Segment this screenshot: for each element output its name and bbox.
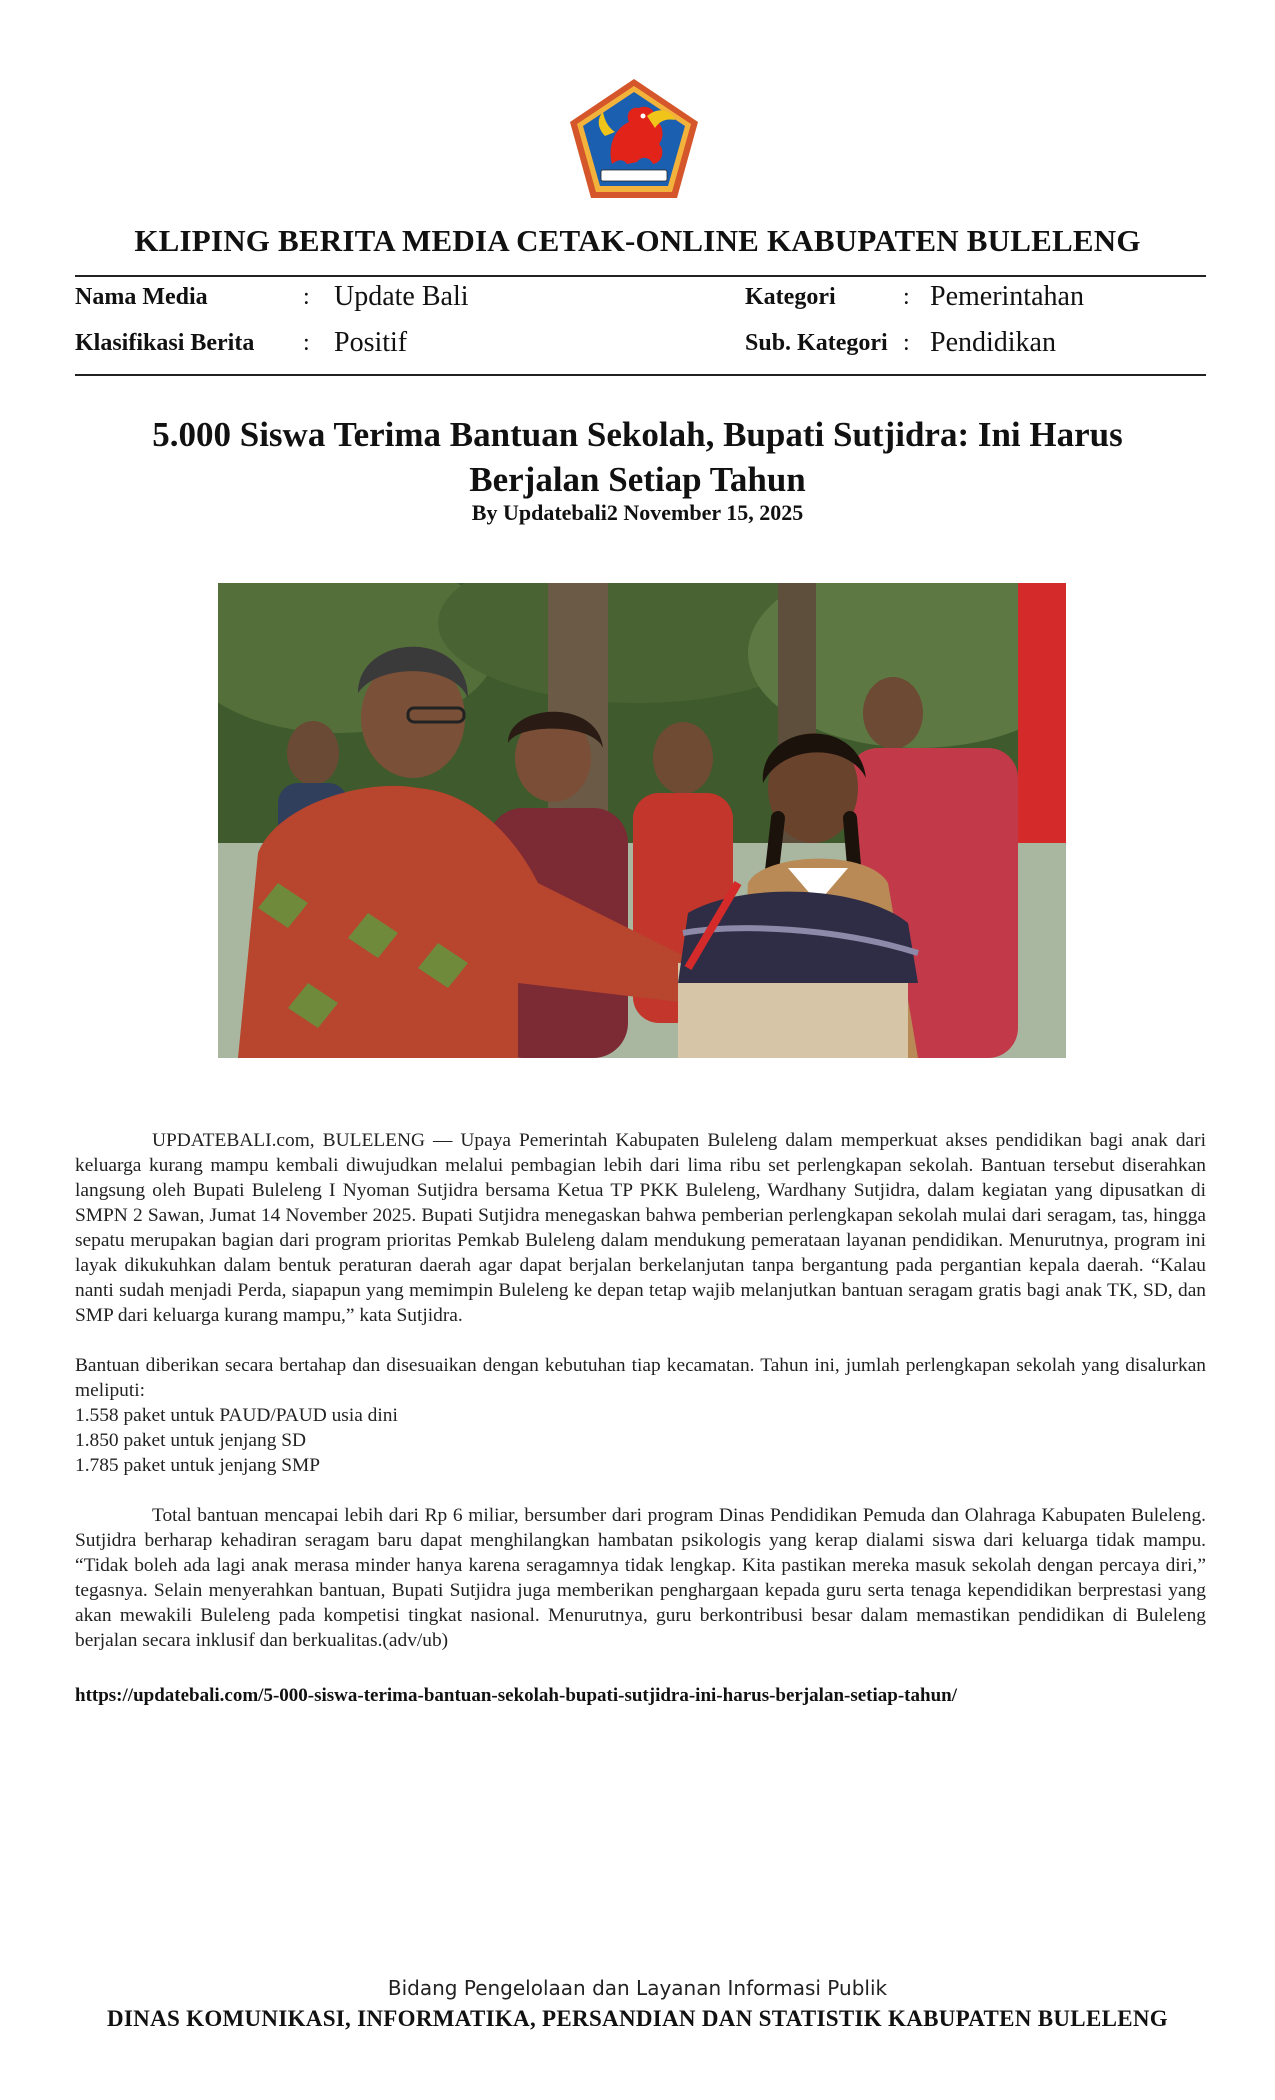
news-photo-icon — [218, 583, 1066, 1058]
footer-agency: DINAS KOMUNIKASI, INFORMATIKA, PERSANDIAN DAN STATISTIK KABUPATEN BULELENG — [107, 2006, 1168, 2031]
article-body — [75, 1128, 1206, 1678]
media-name-label: Nama Media — [75, 284, 208, 310]
article-byline: By Updatebali2 November 15, 2025 — [471, 500, 804, 525]
header-bottom-divider — [75, 374, 1206, 376]
subcategory-value: Pendidikan — [930, 327, 1056, 358]
list-item-sd: 1.850 paket untuk jenjang SD — [75, 1430, 307, 1451]
list-item-smp: 1.785 paket untuk jenjang SMP — [75, 1455, 321, 1476]
subcategory-label: Sub. Kategori — [745, 330, 888, 356]
article-paragraph-2 — [75, 1353, 1206, 1478]
article-photo — [218, 583, 1066, 1058]
media-name-value: Update Bali — [334, 281, 469, 312]
classification-value: Positif — [334, 327, 408, 358]
source-url-link[interactable]: https://updatebali.com/5-000-siswa-terima-bantuan-sekolah-bupati-sutjidra-ini-harus-berjalan-setiap-tahun/ — [75, 1685, 957, 1706]
category-label: Kategori — [745, 284, 836, 310]
article-paragraph-3: Total bantuan mencapai lebih dari Rp 6 miliar, bersumber dari program Dinas Pendidikan Pemuda dan Olahraga Kabupaten Buleleng. Sutjidra berharap kehadiran seragam baru dapat menghilangkan hambatan psikologis yang kerap dialami siswa dari keluarga tidak mampu. “Tidak boleh ada lagi anak merasa minder hanya karena seragamnya tidak lengkap. Kita pastikan mereka masuk sekolah dengan percaya diri,” tegasnya. Selain menyerahkan bantuan, Bupati Sutjidra juga memberikan penghargaan kepada guru serta tenaga kependidikan berprestasi yang akan mewakili Buleleng pada kompetisi tingkat nasional. Menurutnya, guru berkontribusi besar dalam memastikan pendidikan di Buleleng berjalan secara inklusif dan berkualitas.(adv/ub) — [75, 1505, 1206, 1651]
footer-department: Bidang Pengelolaan dan Layanan Informasi Publik — [387, 1976, 888, 2000]
category-value: Pemerintahan — [930, 281, 1084, 312]
document-title: KLIPING BERITA MEDIA CETAK-ONLINE KABUPATEN BULELENG — [134, 223, 1141, 258]
article-title: 5.000 Siswa Terima Bantuan Sekolah, Bupati Sutjidra: Ini Harus Berjalan Setiap Tahun — [152, 415, 1123, 499]
list-item-paud: 1.558 paket untuk PAUD/PAUD usia dini — [75, 1405, 398, 1426]
article-paragraph-1: UPDATEBALI.com, BULELENG — Upaya Pemerintah Kabupaten Buleleng dalam memperkuat akses pendidikan bagi anak dari keluarga kurang mampu kembali diwujudkan melalui pembagian lebih dari lima ribu set perlengkapan sekolah. Bantuan tersebut diserahkan langsung oleh Bupati Buleleng I Nyoman Sutjidra bersama Ketua TP PKK Buleleng, Wardhany Sutjidra, dalam kegiatan yang dipusatkan di SMPN 2 Sawan, Jumat 14 November 2025. Bupati Sutjidra menegaskan bahwa pemberian perlengkapan sekolah mulai dari seragam, tas, hingga sepatu merupakan bagian dari program prioritas Pemkab Buleleng dalam mendukung pemerataan layanan pendidikan. Menurutnya, program ini layak dikukuhkan dalam bentuk peraturan daerah agar dapat berjalan berkelanjutan tanpa bergantung pada pergantian kepala daerah. “Kalau nanti sudah menjadi Perda, siapapun yang memimpin Buleleng ke depan tetap wajib melanjutkan bantuan seragam gratis bagi anak TK, SD, dan SMP dari keluarga kurang mampu,” kata Sutjidra. — [75, 1130, 1206, 1326]
media-name-colon: : — [303, 284, 310, 310]
article-paragraph-2-text: Bantuan diberikan secara bertahap dan disesuaikan dengan kebutuhan tiap kecamatan. Tahun ini, jumlah perlengkapan sekolah yang disalurkan meliputi: — [75, 1355, 1206, 1401]
classification-colon: : — [303, 330, 310, 356]
buleleng-emblem-logo — [567, 76, 701, 201]
header-top-divider — [75, 275, 1206, 277]
category-colon: : — [903, 284, 910, 310]
buleleng-regency-emblem-icon — [567, 76, 701, 201]
subcategory-colon: : — [903, 330, 910, 356]
classification-label: Klasifikasi Berita — [75, 330, 255, 356]
